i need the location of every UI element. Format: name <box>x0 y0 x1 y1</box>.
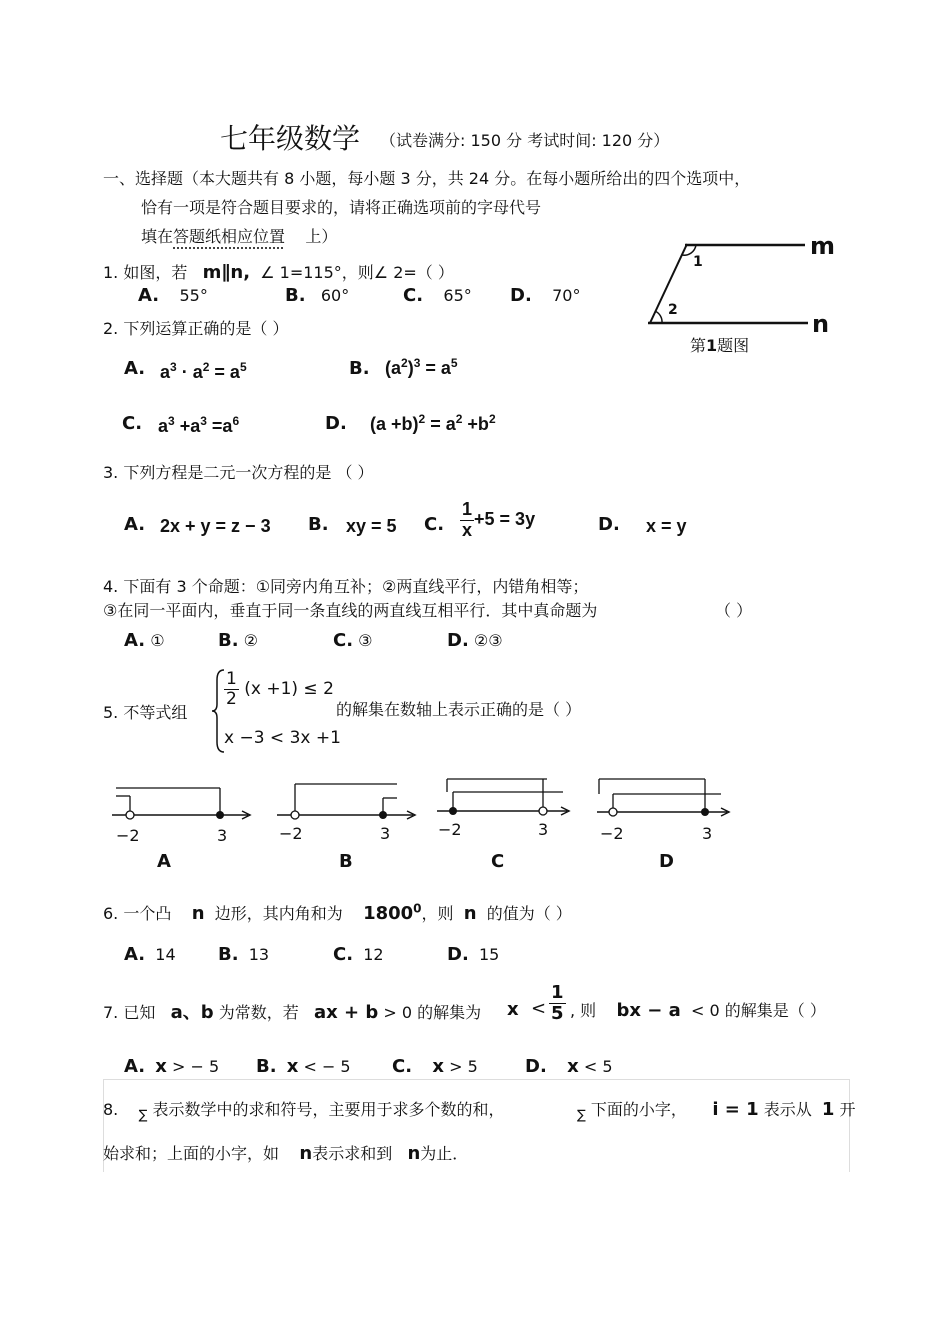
q2-c-expr: $a^3 +a^3 =a^6$ <box>158 414 240 436</box>
q5-option-a[interactable]: A <box>157 851 171 872</box>
section-heading: 一、选择题（本大题共有 8 小题，每小题 3 分，共 24 分。在每小题所给出的四个选项中， <box>103 169 751 188</box>
q7-option-c[interactable]: C. x > 5 <box>392 1056 478 1077</box>
question-6-stem: 6. 一个凸 n 边形，其内角和为 1800$^0$，则 n 的值为（ ） <box>103 901 572 924</box>
emphasis-text: 答题纸相应位置 <box>173 227 286 246</box>
q2-b-expr: $(a^2)^3 = a^5$ <box>385 356 458 378</box>
q6-option-c[interactable]: C. 12 <box>333 944 384 965</box>
q6-option-a[interactable]: A. 14 <box>124 944 176 965</box>
q5-inequality-2: x −3 < 3x +1 <box>224 728 341 748</box>
q3-option-d[interactable]: D. <box>598 514 620 535</box>
label-n: n <box>812 310 830 338</box>
q3-option-b[interactable]: B. <box>308 514 329 535</box>
q5-inequality-1: $\frac{1}{2}$ (x +1) ≤ 2 <box>226 669 334 709</box>
q3-d-expr: x = y <box>646 516 687 536</box>
axis-a-right-tick: 3 <box>217 826 228 845</box>
question-3-stem: 3. 下列方程是二元一次方程的是 （ ） <box>103 463 374 482</box>
q1-option-a[interactable]: A. 55° <box>138 285 208 306</box>
question-8-line2: 始求和；上面的小字，如 n表示求和到 n为止． <box>103 1143 469 1164</box>
question-7-stem-b: , 则 bx − a < 0 的解集是（ ） <box>570 1000 826 1021</box>
angle-2-arc <box>655 311 662 323</box>
label-angle-1: 1 <box>693 254 703 270</box>
q3-option-a[interactable]: A. <box>124 514 146 535</box>
axis-c-right-tick: 3 <box>538 820 549 839</box>
q3-c-expr: $\frac{1}{x}$ +5 = 3y <box>462 499 536 540</box>
axis-b-right-tick: 3 <box>380 824 391 843</box>
axis-d-right-tick: 3 <box>702 824 713 843</box>
q3-option-c[interactable]: C. <box>424 514 445 535</box>
question-7-stem-a: 7. 已知 a、b 为常数，若 ax + b > 0 的解集为 <box>103 1002 482 1023</box>
q7-option-d[interactable]: D. x < 5 <box>525 1056 613 1077</box>
exam-info: （试卷满分: 150 分 考试时间: 120 分） <box>380 131 670 150</box>
q5-option-b[interactable]: B <box>339 851 353 872</box>
q4-option-b[interactable]: B. ② <box>218 630 258 651</box>
q7-fraction: $\frac{1}{5}$ <box>551 982 564 1024</box>
axis-b-left-tick: −2 <box>279 824 303 843</box>
q7-option-a[interactable]: A. x > − 5 <box>124 1056 220 1077</box>
question-5-tail: 的解集在数轴上表示正确的是（ ） <box>336 700 582 719</box>
q1-option-b[interactable]: B. 60° <box>285 285 350 306</box>
q4-option-c[interactable]: C. ③ <box>333 630 373 651</box>
q2-d-expr: $(a +b)^2 = a^2 +b^2$ <box>370 412 496 434</box>
question-8-line1b: $_\sum$ 下面的小字， i = 1 表示从 1 开 <box>577 1099 856 1123</box>
q6-option-d[interactable]: D. 15 <box>447 944 500 965</box>
q5-option-d[interactable]: D <box>659 851 674 872</box>
q4-option-a[interactable]: A. ① <box>124 630 165 651</box>
label-angle-2: 2 <box>668 302 678 318</box>
section-instruction-2: 填在答题纸相应位置 上） <box>141 227 338 246</box>
q2-option-a[interactable]: A. <box>124 358 146 379</box>
label-m: m <box>810 232 836 260</box>
q3-b-expr: xy = 5 <box>346 516 397 536</box>
question-1-stem: 1. 如图，若 m∥n, ∠ 1=115°，则∠ 2=（ ） <box>103 262 454 283</box>
q1-option-c[interactable]: C. 65° <box>403 285 472 306</box>
q2-a-expr: $a^3 \cdot a^2 = a^5$ <box>160 360 247 382</box>
question-4-paren: （ ） <box>715 601 753 620</box>
question-2-stem: 2. 下列运算正确的是（ ） <box>103 319 289 338</box>
question-8-line1: 8. $_\sum$ 表示数学中的求和符号，主要用于求多个数的和， <box>103 1100 505 1123</box>
question-4-stem: 4. 下面有 3 个命题：①同旁内角互补；②两直线平行，内错角相等； <box>103 577 589 596</box>
q7-lt: < <box>531 998 547 1019</box>
q6-option-b[interactable]: B. 13 <box>218 944 270 965</box>
q2-option-b[interactable]: B. <box>349 358 370 379</box>
q2-option-d[interactable]: D. <box>325 413 347 434</box>
question-5-stem: 5. 不等式组 <box>103 703 188 722</box>
q5-option-c[interactable]: C <box>491 851 505 872</box>
page-title: 七年级数学 <box>220 122 361 155</box>
axis-d-left-tick: −2 <box>600 824 624 843</box>
question-4-line2: ③在同一平面内，垂直于同一条直线的两直线互相平行．其中真命题为 <box>103 601 598 620</box>
section-instruction: 恰有一项是符合题目要求的，请将正确选项前的字母代号 <box>141 198 542 217</box>
q2-option-c[interactable]: C. <box>122 413 143 434</box>
q1-option-d[interactable]: D. 70° <box>510 285 581 306</box>
q7-x: x <box>507 999 519 1020</box>
axis-a-left-tick: −2 <box>116 826 140 845</box>
figure-caption: 第1题图 <box>690 336 750 355</box>
axis-c-left-tick: −2 <box>438 820 462 839</box>
q7-option-b[interactable]: B. x < − 5 <box>256 1056 351 1077</box>
q4-option-d[interactable]: D. ②③ <box>447 630 503 651</box>
q3-a-expr: 2x + y = z − 3 <box>160 516 271 536</box>
sigma-icon: ∑ <box>138 1108 148 1123</box>
